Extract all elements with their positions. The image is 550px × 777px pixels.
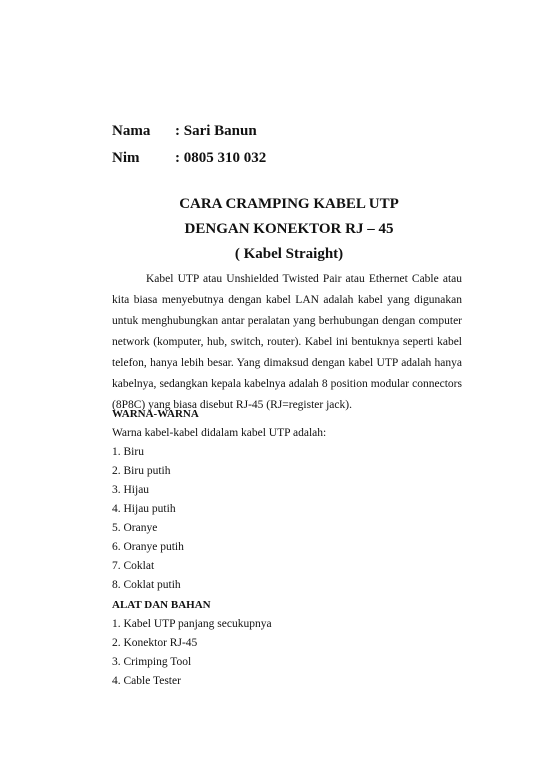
list-item: 3. Crimping Tool (112, 656, 192, 668)
title-line-2: DENGAN KONEKTOR RJ – 45 (184, 221, 394, 237)
name-label: Nama (112, 123, 151, 139)
list-item: 1. Kabel UTP panjang secukupnya (112, 618, 272, 630)
list-item: 3. Hijau (112, 484, 150, 496)
alat-section (112, 596, 272, 691)
list-item: 6. Oranye putih (112, 541, 184, 553)
list-item: 5. Oranye (112, 522, 158, 534)
list-item: 2. Konektor RJ-45 (112, 637, 198, 649)
nim-row (112, 150, 266, 167)
alat-heading: ALAT DAN BAHAN (112, 599, 211, 611)
document-title (0, 192, 550, 267)
list-item: 4. Hijau putih (112, 503, 176, 515)
list-item: 8. Coklat putih (112, 579, 181, 591)
warna-section (112, 405, 326, 595)
list-item: 1. Biru (112, 446, 144, 458)
warna-list (112, 443, 326, 595)
alat-list (112, 615, 272, 691)
list-item: 4. Cable Tester (112, 675, 181, 687)
title-line-3: ( Kabel Straight) (234, 246, 344, 262)
nim-label: Nim (112, 150, 140, 166)
nim-value: : 0805 310 032 (175, 150, 267, 166)
name-value: : Sari Banun (175, 123, 257, 139)
title-line-1: CARA CRAMPING KABEL UTP (179, 196, 399, 212)
warna-heading: WARNA-WARNA (112, 408, 199, 420)
intro-paragraph: Kabel UTP atau Unshielded Twisted Pair atau Ethernet Cable atau kita biasa menyebutnya dengan kabel LAN adalah kabel yang digunakan untuk menghubungkan antar peralatan yang berhubungan dengan computer network (komputer, hub, switch, router). Kabel ini bentuknya seperti kabel telefon, hanya lebih besar. Yang dimaksud dengan kabel UTP adalah hanya kabelnya, sedangkan kepala kabelnya adalah 8 position modular connectors (8P8C) yang biasa disebut RJ-45 (RJ=register jack). (112, 273, 462, 411)
list-item: 2. Biru putih (112, 465, 171, 477)
name-row (112, 123, 257, 140)
list-item: 7. Coklat (112, 560, 155, 572)
warna-subtitle: Warna kabel-kabel didalam kabel UTP adalah: (112, 427, 327, 439)
